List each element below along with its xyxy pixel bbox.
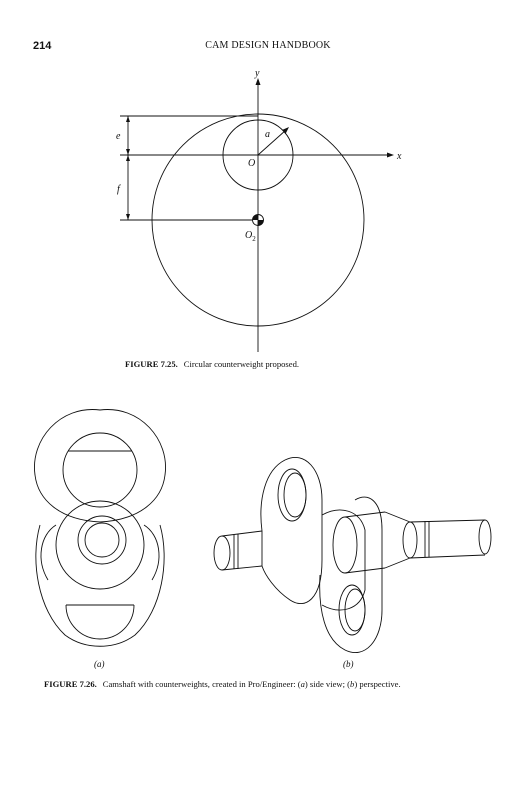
subfigure-a-label: (a)	[94, 659, 105, 669]
radius-a-label: a	[265, 129, 270, 140]
running-head: CAM DESIGN HANDBOOK	[205, 40, 331, 51]
page-number: 214	[33, 40, 52, 52]
journal-inner-circle	[85, 523, 119, 557]
dimension-f-arrow-bottom	[126, 214, 130, 220]
point-o2-label: $O_2$	[245, 230, 256, 243]
central-cam-body	[322, 510, 365, 610]
subfigure-b-label: (b)	[343, 659, 354, 669]
shaft-left-bottom	[222, 566, 262, 570]
central-journal	[333, 517, 357, 573]
dimension-e-arrow-top	[126, 116, 130, 122]
right-shaft-long-top	[410, 520, 485, 522]
figure-7-26-text-1: Camshaft with counterweights, created in Pro/Engineer: (	[102, 679, 301, 689]
figure-7-26-text-a: a	[300, 679, 305, 689]
figure-7-25-text: Circular counterweight proposed.	[183, 359, 300, 369]
x-axis-arrow	[387, 153, 394, 158]
top-counterweight-outline	[34, 410, 165, 522]
dimension-e-label: e	[116, 131, 121, 142]
dimension-f-arrow-top	[126, 155, 130, 161]
figure-7-26-label: FIGURE 7.26.	[44, 679, 97, 689]
left-counterweight-hole-inner	[284, 473, 306, 517]
figure-7-26b-perspective	[214, 457, 491, 652]
figure-7-25-diagram	[120, 78, 394, 352]
right-shaft-top	[385, 512, 410, 522]
figure-7-26-text-2: ) side view; (	[304, 679, 351, 689]
figure-7-25-caption	[125, 359, 299, 369]
right-shaft-start	[403, 522, 417, 558]
axis-y-label: y	[255, 68, 260, 79]
y-axis-arrow	[256, 78, 261, 85]
bottom-counterweight-outline	[36, 525, 164, 646]
left-counterweight-hole	[278, 469, 306, 521]
bottom-circle-arc	[66, 605, 134, 639]
figure-7-26a-side-view	[34, 410, 165, 647]
right-shaft-end	[479, 520, 491, 554]
figure-7-26-text-3: ) perspective.	[354, 679, 401, 689]
top-counterweight-hole	[63, 433, 137, 507]
radius-a-line	[258, 130, 286, 155]
left-counterweight	[261, 457, 322, 603]
dimension-e-arrow-bottom	[126, 149, 130, 155]
left-lobe	[41, 525, 56, 580]
shaft-left-end	[214, 536, 230, 570]
central-cam-circle	[56, 501, 144, 589]
right-lobe	[144, 525, 159, 580]
axis-x-label: x	[397, 151, 402, 162]
right-shaft-bottom	[385, 558, 410, 568]
right-counterweight-hole-inner	[345, 589, 365, 631]
figure-7-26-caption	[44, 679, 401, 689]
shaft-left-top	[222, 531, 262, 536]
central-journal-top	[345, 512, 385, 517]
right-shaft-long-bottom	[410, 555, 485, 558]
dimension-f-label: f	[117, 184, 120, 195]
figure-7-26-text-b: b	[350, 679, 355, 689]
figure-7-25-label: FIGURE 7.25.	[125, 359, 178, 369]
point-o-label: O	[248, 158, 256, 169]
